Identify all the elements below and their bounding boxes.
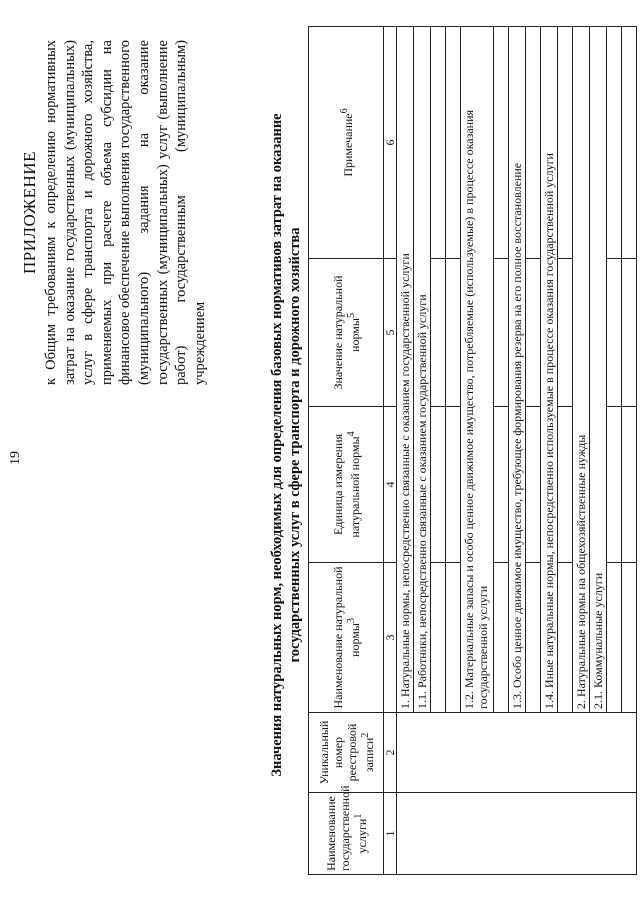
empty-cell	[622, 259, 637, 407]
empty-cell	[526, 27, 541, 259]
empty-cell	[494, 563, 509, 713]
empty-cell	[494, 407, 509, 563]
empty-cell	[607, 563, 622, 713]
appendix-block	[20, 40, 209, 385]
empty-cell	[622, 407, 637, 563]
table-title-line-1: Значения натуральных норм, необходимых для определения базовых нормативов затрат на оказание	[269, 113, 285, 777]
registry-number-cell	[397, 713, 637, 793]
column-number: 5	[384, 259, 397, 407]
section-label: 1.2. Материальные запасы и особо ценное движимое имущество, потребляемые (используемые) в процессе оказания государственной услуги	[461, 27, 494, 713]
empty-cell	[558, 407, 573, 563]
column-number: 3	[384, 563, 397, 713]
empty-cell	[446, 563, 461, 713]
empty-cell	[446, 259, 461, 407]
natural-norms-table	[308, 26, 637, 875]
table-title	[268, 25, 304, 865]
header-note: Примечание$^6$	[309, 27, 384, 259]
column-number: 2	[384, 713, 397, 793]
column-number: 4	[384, 407, 397, 563]
header-norm-value: Значение натуральной нормы$^5$	[309, 259, 384, 407]
empty-cell	[431, 27, 446, 259]
empty-cell	[431, 407, 446, 563]
empty-cell	[558, 27, 573, 259]
header-unit: Единица измерения натуральной нормы$^4$	[309, 407, 384, 563]
section-label: 2. Натуральные нормы на общехозяйственные нужды	[573, 27, 590, 713]
empty-cell	[526, 259, 541, 407]
empty-cell	[558, 563, 573, 713]
empty-cell	[431, 259, 446, 407]
table-title-line-2: государственных услуг в сфере транспорта и дорожного хозяйства	[287, 227, 303, 663]
table-header-row	[309, 27, 384, 875]
empty-cell	[446, 27, 461, 259]
empty-cell	[607, 27, 622, 259]
empty-cell	[607, 407, 622, 563]
empty-cell	[558, 259, 573, 407]
empty-cell	[622, 563, 637, 713]
appendix-text: к Общим требованиям к определению нормативных затрат на оказание государственных (муниципальных) услуг в сфере транспорта и дорожного хозяйства, применяемых при расчете объема субсидии на финансовое обеспечение выполнения государственного (муниципального) задания на оказание государственных (муниципальных) услуг (выполнение работ) государственным (муниципальным) учреждением	[43, 40, 208, 385]
section-row	[397, 27, 414, 875]
service-name-cell	[397, 793, 637, 875]
section-label: 1. Натуральные нормы, непосредственно связанные с оказанием государственной услуги	[397, 27, 414, 713]
column-number: 6	[384, 27, 397, 259]
section-label: 2.1. Коммунальные услуги	[590, 27, 607, 713]
empty-cell	[526, 563, 541, 713]
column-number: 1	[384, 793, 397, 875]
empty-cell	[622, 27, 637, 259]
empty-cell	[446, 407, 461, 563]
header-registry-number: Уникальный номер реестровой записи$^2$	[309, 713, 384, 793]
section-label: 1.3. Особо ценное движимое имущество, требующее формирования резерва на его полное восстановление	[509, 27, 526, 713]
header-norm-name: Наименование натуральной нормы$^3$	[309, 563, 384, 713]
section-label: 1.4. Иные натуральные нормы, непосредственно используемые в процессе оказания государственной услуги	[541, 27, 558, 713]
empty-cell	[526, 407, 541, 563]
page-number: 19	[8, 451, 23, 465]
empty-cell	[494, 259, 509, 407]
empty-cell	[494, 27, 509, 259]
empty-cell	[607, 259, 622, 407]
section-label: 1.1. Работники, непосредственно связанные с оказанием государственной услуги	[414, 27, 431, 713]
empty-cell	[431, 563, 446, 713]
appendix-title: ПРИЛОЖЕНИЕ	[20, 151, 39, 274]
header-service-name: Наименование государственной услуги$^1$	[309, 793, 384, 875]
column-number-row	[384, 27, 397, 875]
